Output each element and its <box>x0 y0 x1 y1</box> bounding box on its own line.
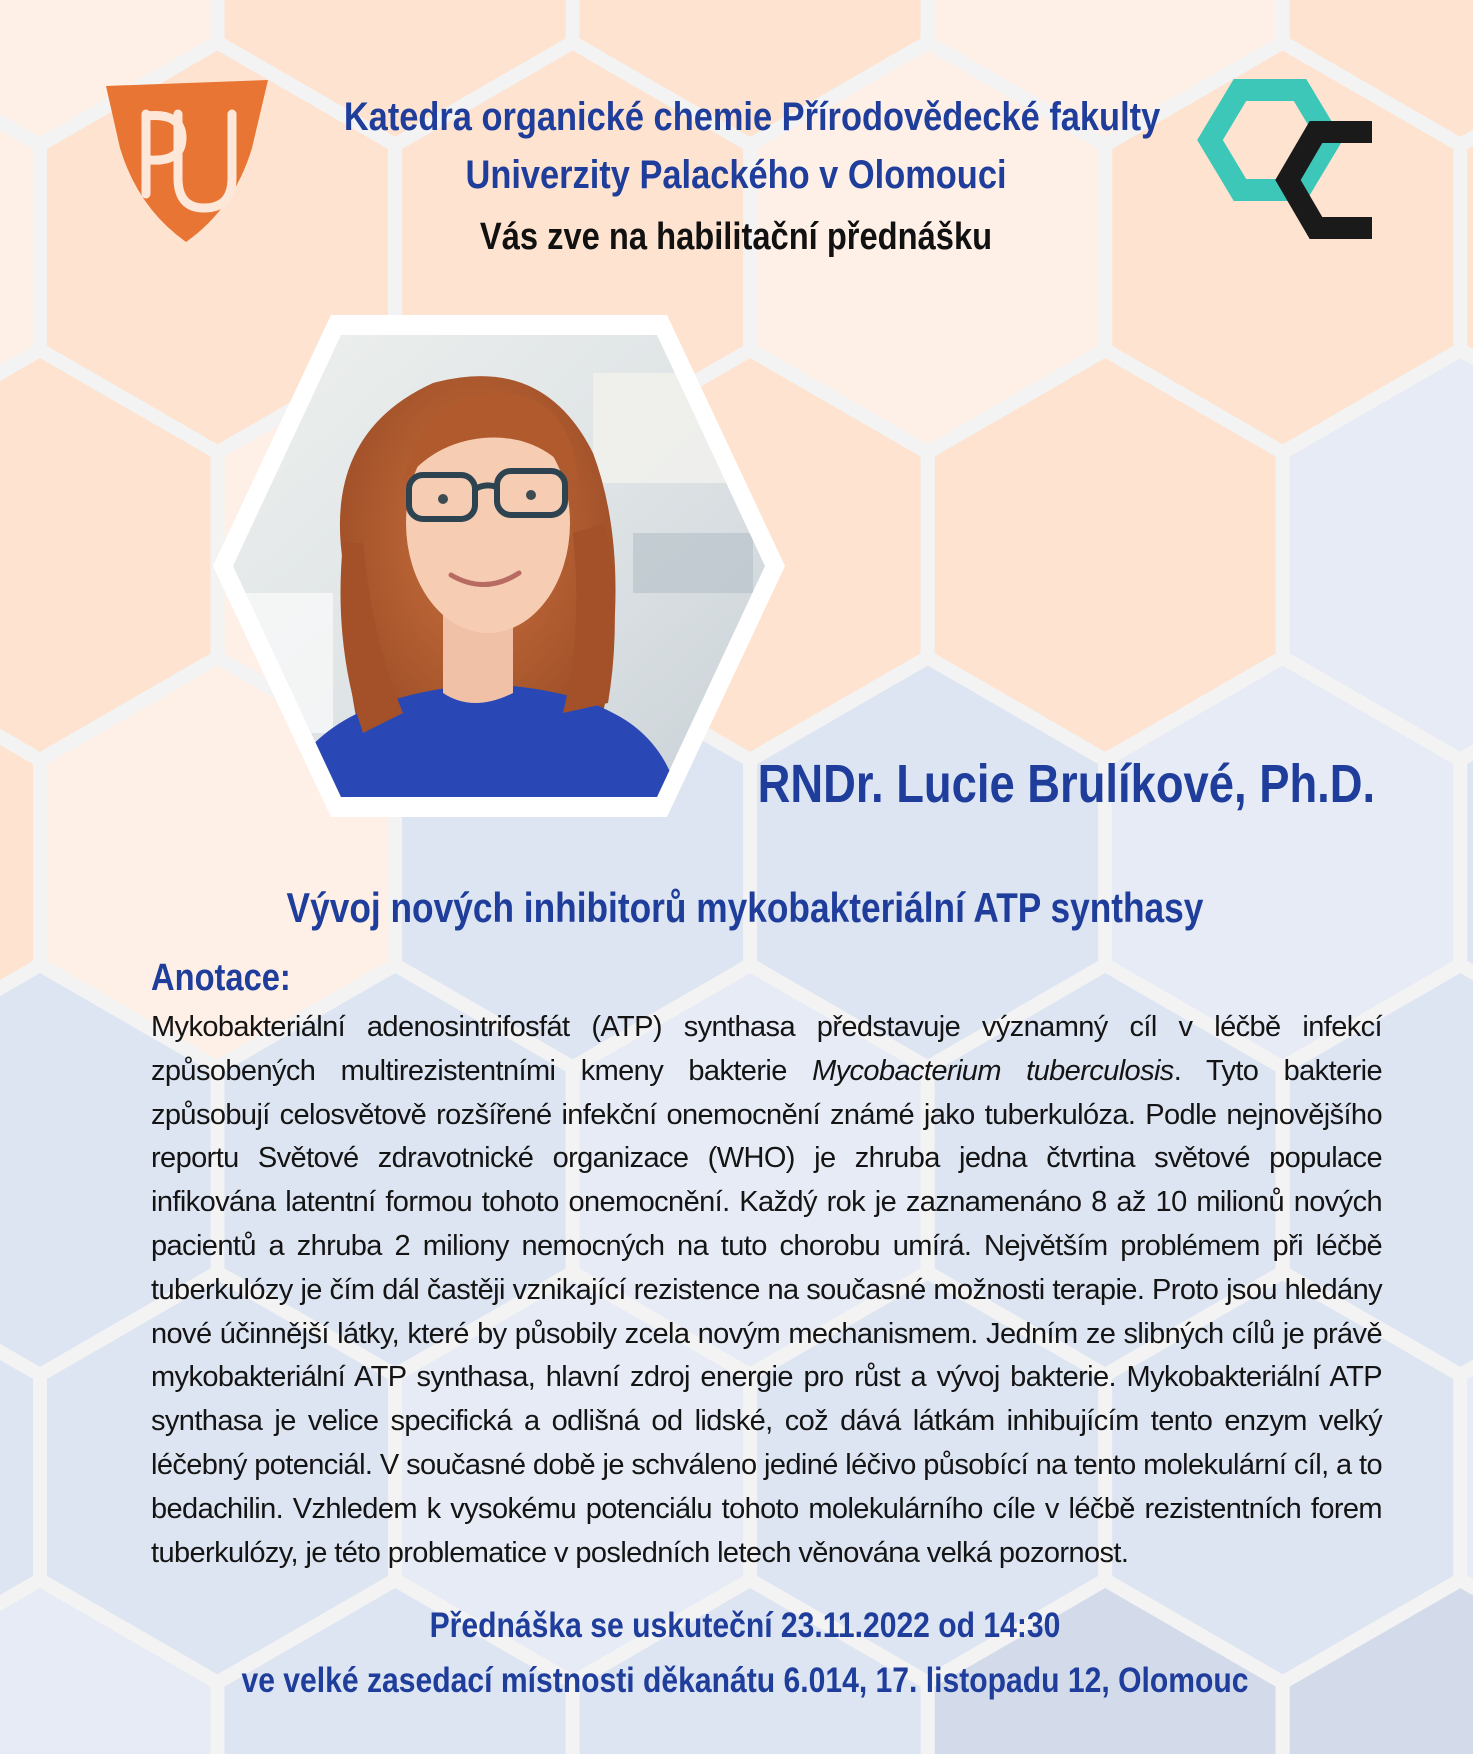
oc-hexagon-logo <box>1196 82 1376 248</box>
annotation-text-part-1: Mykobakteriální adenosintrifosfát (ATP) synthasa představuje významný cíl v léčbě infekcí způsobených multirezistentními kmeny bakterie <box>151 1011 1382 1087</box>
annotation-italic-species: Mycobacterium tuberculosis <box>812 1054 1174 1087</box>
header <box>280 88 1192 262</box>
talk-title: Vývoj nových inhibitorů mykobakteriální ATP synthasy <box>286 884 1204 931</box>
org-line-2: Univerzity Palackého v Olomouci <box>465 153 1007 197</box>
annotation-text <box>151 1006 1382 1575</box>
upol-shield-logo <box>104 78 270 244</box>
org-line-1: Katedra organické chemie Přírodovědecké fakulty <box>343 95 1161 139</box>
speaker-name: RNDr. Lucie Brulíkové, Ph.D. <box>757 754 1376 814</box>
invite-text: Vás zve na habilitační přednášku <box>479 216 993 258</box>
event-date-line: Přednáška se uskuteční 23.11.2022 od 14:30 <box>429 1606 1061 1645</box>
event-info <box>150 1598 1340 1708</box>
speaker-portrait-photo <box>213 313 785 819</box>
event-place-line: ve velké zasedací místnosti děkanátu 6.014, 17. listopadu 12, Olomouc <box>241 1661 1249 1700</box>
annotation-label: Anotace: <box>151 957 291 999</box>
annotation-text-part-2: . Tyto bakterie způsobují celosvětově rozšířené infekční onemocnění známé jako tuberkulóza. Podle nejnovějšího reportu Světové zdravotnické organizace (WHO) je zhruba jedna čtvrtina světové populace infikována latentní formou tohoto onemocnění. Každý rok je zaznamenáno 8 až 10 milionů nových pacientů a zhruba 2 miliony nemocných na tuto chorobu umírá. Největším problémem při léčbě tuberkulózy je čím dál častěji vznikající rezistence na současné možnosti terapie. Proto jsou hledány nové účinnější látky, které by působily zcela novým mechanismem. Jedním ze slibných cílů je právě mykobakteriální ATP synthasa, hlavní zdroj energie pro růst a vývoj bakterie. Mykobakteriální ATP synthasa je velice specifická a odlišná od lidské, což dává látkám inhibujícím tento enzym velký léčebný potenciál. V současné době je schváleno jediné léčivo působící na tento molekulární cíl, a to bedachilin. Vzhledem k vysokému potenciálu tohoto molekulárního cíle v léčbě rezistentních forem tuberkulózy, je této problematice v posledních letech věnována velká pozornost. <box>151 1054 1382 1569</box>
